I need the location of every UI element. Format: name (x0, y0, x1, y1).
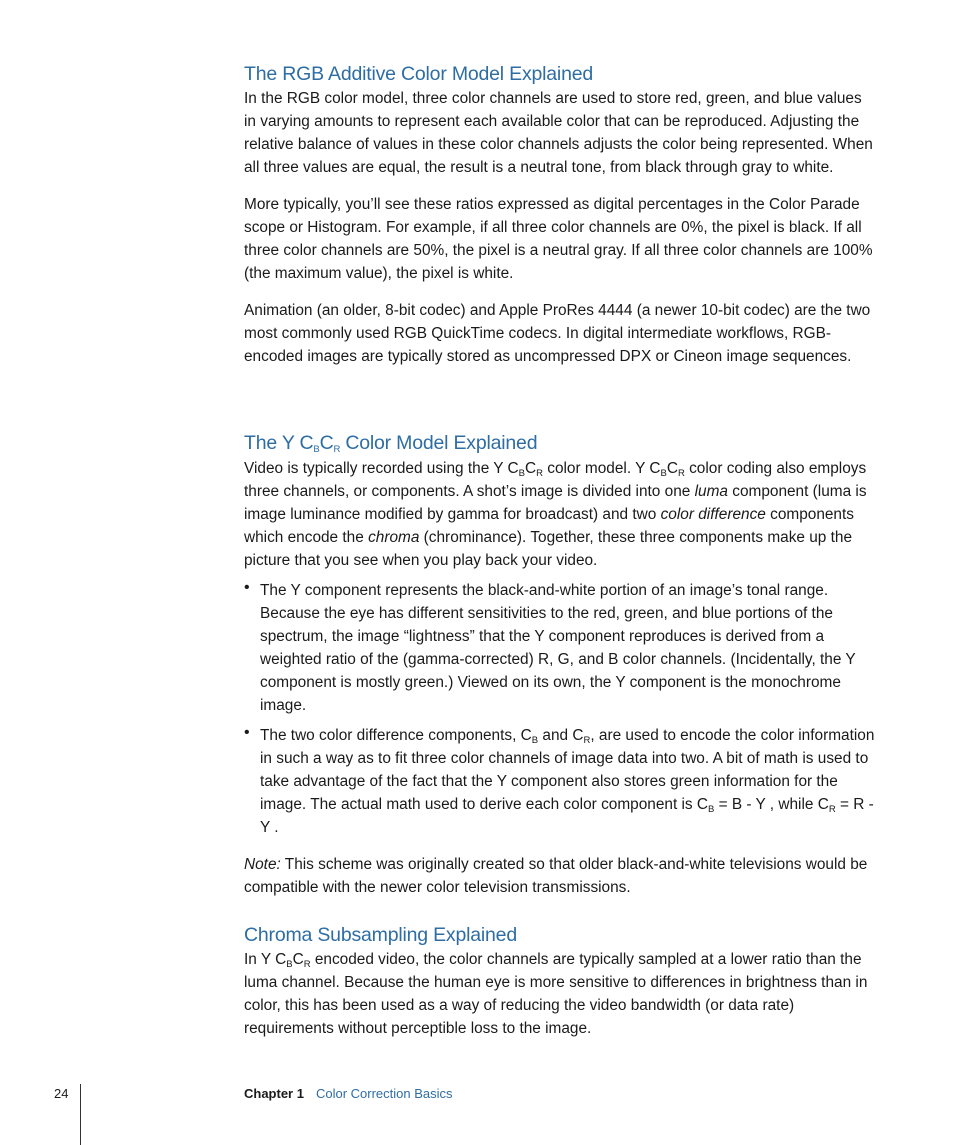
section-heading: The RGB Additive Color Model Explained (244, 63, 593, 85)
page-number: 24 (54, 1086, 69, 1101)
paragraph: More typically, you’ll see these ratios expressed as digital percentages in the Color Parade scope or Histogram. For example, if all three color channels are 0%, the pixel is black. If all three color channels are 50%, the pixel is a neutral gray. If all three color channels are 100% (the maximum value), the pixel is white. (244, 196, 873, 282)
section-ycbcr (244, 431, 876, 899)
paragraph: The two color difference components, $C_B$ and $C_R$, are used to encode the color information in such a way as to fit three color channels of image data into two. A bit of math is used to take advantage of the fact that the Y component also stores green information for the image. The actual math used to derive each color component is $C_B = B - Y$ , while $C_R = R - Y$ . (260, 727, 875, 836)
chapter-title: Color Correction Basics (315, 1086, 453, 1101)
list-item (244, 579, 876, 717)
note: Note: This scheme was originally created so that older black-and-white televisions would be compatible with the newer color television transmissions. (244, 856, 868, 896)
section-rgb (244, 62, 876, 368)
paragraph: In Y $C_BC_R$ encoded video, the color channels are typically sampled at a lower ratio than the luma channel. Because the human eye is more sensitive to differences in brightness than in color, this has been used as a way of reducing the video bandwidth (or data rate) requirements without perceptible loss to the image. (244, 951, 868, 1037)
section-heading: The Y $C_BC_R$ Color Model Explained (244, 432, 538, 455)
bullet-mark: • (244, 724, 250, 741)
paragraph: In the RGB color model, three color channels are used to store red, green, and blue values in varying amounts to represent each available color that can be reproduced. Adjusting the relative balance of values in these color channels adjusts the color being represented. When all three values are equal, the result is a neutral tone, from black through gray to white. (244, 90, 873, 176)
note-label: Note: (244, 856, 281, 873)
section-heading: Chroma Subsampling Explained (244, 924, 517, 946)
footer-divider (80, 1084, 81, 1145)
running-footer (244, 1086, 453, 1101)
section-chroma (244, 923, 876, 1040)
paragraph: The Y component represents the black-and-white portion of an image’s tonal range. Because the eye has different sensitivities to the red, green, and blue portions of the spectrum, the image “lightness” that the Y component reproduces is derived from a weighted ratio of the (gamma-corrected) R, G, and B color channels. (Incidentally, the Y component is mostly green.) Viewed on its own, the Y component is the monochrome image. (260, 582, 856, 714)
paragraph: Video is typically recorded using the Y $C_BC_R$ color model. Y $C_BC_R$ color coding also employs three channels, or components. A shot’s image is divided into one luma component (luma is image luminance modified by gamma for broadcast) and two color difference components which encode the chroma (chrominance). Together, these three components make up the picture that you see when you play back your video. (244, 460, 867, 569)
bullet-mark: • (244, 579, 250, 596)
paragraph: Animation (an older, 8-bit codec) and Apple ProRes 4444 (a newer 10-bit codec) are the two most commonly used RGB QuickTime codecs. In digital intermediate workflows, RGB-encoded images are typically stored as uncompressed DPX or Cineon image sequences. (244, 302, 871, 365)
chapter-label: Chapter 1 (244, 1086, 304, 1101)
list-item (244, 724, 876, 839)
